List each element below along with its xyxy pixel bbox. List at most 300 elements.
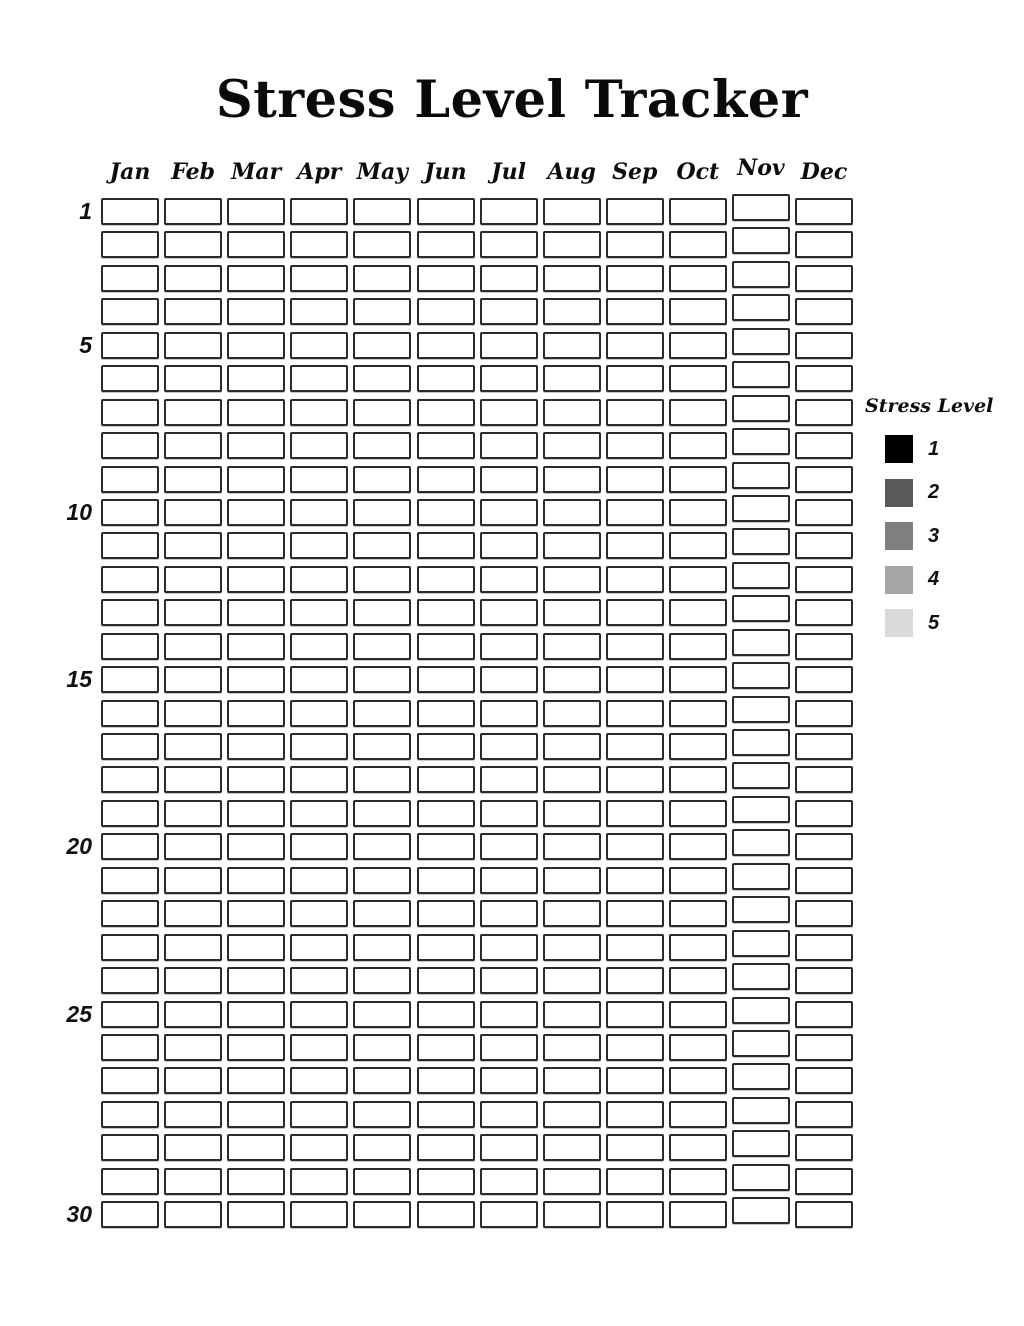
cell-may-1[interactable] bbox=[353, 198, 411, 225]
cell-oct-16[interactable] bbox=[669, 700, 727, 727]
cell-mar-15[interactable] bbox=[227, 666, 285, 693]
cell-feb-31[interactable] bbox=[164, 1201, 222, 1228]
cell-may-26[interactable] bbox=[353, 1034, 411, 1061]
cell-nov-26[interactable] bbox=[732, 1030, 790, 1057]
cell-apr-15[interactable] bbox=[290, 666, 348, 693]
cell-feb-6[interactable] bbox=[164, 365, 222, 392]
cell-nov-16[interactable] bbox=[732, 696, 790, 723]
cell-dec-31[interactable] bbox=[795, 1201, 853, 1228]
cell-apr-12[interactable] bbox=[290, 566, 348, 593]
cell-oct-12[interactable] bbox=[669, 566, 727, 593]
cell-mar-6[interactable] bbox=[227, 365, 285, 392]
cell-aug-1[interactable] bbox=[543, 198, 601, 225]
cell-oct-20[interactable] bbox=[669, 833, 727, 860]
cell-apr-25[interactable] bbox=[290, 1001, 348, 1028]
cell-aug-4[interactable] bbox=[543, 298, 601, 325]
cell-jul-23[interactable] bbox=[480, 934, 538, 961]
cell-nov-22[interactable] bbox=[732, 896, 790, 923]
cell-may-17[interactable] bbox=[353, 733, 411, 760]
cell-oct-15[interactable] bbox=[669, 666, 727, 693]
cell-nov-31[interactable] bbox=[732, 1197, 790, 1224]
cell-sep-23[interactable] bbox=[606, 934, 664, 961]
cell-nov-17[interactable] bbox=[732, 729, 790, 756]
cell-jul-25[interactable] bbox=[480, 1001, 538, 1028]
cell-apr-16[interactable] bbox=[290, 700, 348, 727]
cell-oct-4[interactable] bbox=[669, 298, 727, 325]
cell-aug-9[interactable] bbox=[543, 466, 601, 493]
cell-oct-6[interactable] bbox=[669, 365, 727, 392]
cell-jan-26[interactable] bbox=[101, 1034, 159, 1061]
cell-mar-31[interactable] bbox=[227, 1201, 285, 1228]
cell-may-25[interactable] bbox=[353, 1001, 411, 1028]
cell-jun-2[interactable] bbox=[417, 231, 475, 258]
cell-feb-20[interactable] bbox=[164, 833, 222, 860]
cell-dec-18[interactable] bbox=[795, 766, 853, 793]
cell-apr-4[interactable] bbox=[290, 298, 348, 325]
cell-apr-21[interactable] bbox=[290, 867, 348, 894]
cell-sep-24[interactable] bbox=[606, 967, 664, 994]
cell-may-14[interactable] bbox=[353, 633, 411, 660]
cell-dec-21[interactable] bbox=[795, 867, 853, 894]
cell-sep-12[interactable] bbox=[606, 566, 664, 593]
cell-may-29[interactable] bbox=[353, 1134, 411, 1161]
cell-jan-9[interactable] bbox=[101, 466, 159, 493]
cell-oct-30[interactable] bbox=[669, 1168, 727, 1195]
cell-mar-28[interactable] bbox=[227, 1101, 285, 1128]
cell-oct-13[interactable] bbox=[669, 599, 727, 626]
cell-apr-28[interactable] bbox=[290, 1101, 348, 1128]
cell-may-22[interactable] bbox=[353, 900, 411, 927]
cell-sep-8[interactable] bbox=[606, 432, 664, 459]
cell-jul-14[interactable] bbox=[480, 633, 538, 660]
cell-may-31[interactable] bbox=[353, 1201, 411, 1228]
cell-may-3[interactable] bbox=[353, 265, 411, 292]
cell-jul-28[interactable] bbox=[480, 1101, 538, 1128]
cell-jan-28[interactable] bbox=[101, 1101, 159, 1128]
cell-mar-11[interactable] bbox=[227, 532, 285, 559]
cell-sep-4[interactable] bbox=[606, 298, 664, 325]
cell-sep-20[interactable] bbox=[606, 833, 664, 860]
cell-mar-1[interactable] bbox=[227, 198, 285, 225]
cell-jan-15[interactable] bbox=[101, 666, 159, 693]
cell-jan-30[interactable] bbox=[101, 1168, 159, 1195]
cell-mar-3[interactable] bbox=[227, 265, 285, 292]
cell-oct-3[interactable] bbox=[669, 265, 727, 292]
cell-mar-19[interactable] bbox=[227, 800, 285, 827]
cell-jun-22[interactable] bbox=[417, 900, 475, 927]
cell-apr-3[interactable] bbox=[290, 265, 348, 292]
cell-feb-14[interactable] bbox=[164, 633, 222, 660]
cell-mar-22[interactable] bbox=[227, 900, 285, 927]
cell-oct-21[interactable] bbox=[669, 867, 727, 894]
cell-jan-29[interactable] bbox=[101, 1134, 159, 1161]
cell-oct-17[interactable] bbox=[669, 733, 727, 760]
cell-jun-31[interactable] bbox=[417, 1201, 475, 1228]
cell-jan-10[interactable] bbox=[101, 499, 159, 526]
cell-jan-22[interactable] bbox=[101, 900, 159, 927]
cell-nov-12[interactable] bbox=[732, 562, 790, 589]
cell-feb-27[interactable] bbox=[164, 1067, 222, 1094]
cell-mar-23[interactable] bbox=[227, 934, 285, 961]
cell-apr-31[interactable] bbox=[290, 1201, 348, 1228]
cell-aug-7[interactable] bbox=[543, 399, 601, 426]
cell-aug-20[interactable] bbox=[543, 833, 601, 860]
cell-feb-1[interactable] bbox=[164, 198, 222, 225]
cell-nov-14[interactable] bbox=[732, 629, 790, 656]
cell-jun-10[interactable] bbox=[417, 499, 475, 526]
cell-mar-13[interactable] bbox=[227, 599, 285, 626]
cell-feb-23[interactable] bbox=[164, 934, 222, 961]
cell-feb-13[interactable] bbox=[164, 599, 222, 626]
cell-nov-5[interactable] bbox=[732, 328, 790, 355]
cell-feb-29[interactable] bbox=[164, 1134, 222, 1161]
cell-jul-12[interactable] bbox=[480, 566, 538, 593]
cell-jan-17[interactable] bbox=[101, 733, 159, 760]
cell-jan-16[interactable] bbox=[101, 700, 159, 727]
cell-sep-5[interactable] bbox=[606, 332, 664, 359]
cell-dec-28[interactable] bbox=[795, 1101, 853, 1128]
cell-aug-24[interactable] bbox=[543, 967, 601, 994]
cell-mar-2[interactable] bbox=[227, 231, 285, 258]
cell-jul-5[interactable] bbox=[480, 332, 538, 359]
cell-mar-16[interactable] bbox=[227, 700, 285, 727]
cell-sep-17[interactable] bbox=[606, 733, 664, 760]
cell-jul-22[interactable] bbox=[480, 900, 538, 927]
cell-jun-7[interactable] bbox=[417, 399, 475, 426]
cell-jun-15[interactable] bbox=[417, 666, 475, 693]
cell-aug-11[interactable] bbox=[543, 532, 601, 559]
cell-may-5[interactable] bbox=[353, 332, 411, 359]
cell-jan-14[interactable] bbox=[101, 633, 159, 660]
cell-nov-20[interactable] bbox=[732, 829, 790, 856]
cell-may-21[interactable] bbox=[353, 867, 411, 894]
cell-may-30[interactable] bbox=[353, 1168, 411, 1195]
cell-jun-17[interactable] bbox=[417, 733, 475, 760]
cell-sep-22[interactable] bbox=[606, 900, 664, 927]
cell-jun-13[interactable] bbox=[417, 599, 475, 626]
cell-jan-31[interactable] bbox=[101, 1201, 159, 1228]
cell-aug-30[interactable] bbox=[543, 1168, 601, 1195]
cell-aug-22[interactable] bbox=[543, 900, 601, 927]
cell-dec-19[interactable] bbox=[795, 800, 853, 827]
cell-oct-5[interactable] bbox=[669, 332, 727, 359]
cell-oct-2[interactable] bbox=[669, 231, 727, 258]
cell-jun-4[interactable] bbox=[417, 298, 475, 325]
cell-apr-10[interactable] bbox=[290, 499, 348, 526]
cell-aug-18[interactable] bbox=[543, 766, 601, 793]
cell-sep-14[interactable] bbox=[606, 633, 664, 660]
cell-feb-22[interactable] bbox=[164, 900, 222, 927]
cell-dec-17[interactable] bbox=[795, 733, 853, 760]
cell-nov-11[interactable] bbox=[732, 528, 790, 555]
cell-may-18[interactable] bbox=[353, 766, 411, 793]
cell-oct-11[interactable] bbox=[669, 532, 727, 559]
cell-apr-23[interactable] bbox=[290, 934, 348, 961]
cell-jun-21[interactable] bbox=[417, 867, 475, 894]
cell-jun-18[interactable] bbox=[417, 766, 475, 793]
cell-jul-29[interactable] bbox=[480, 1134, 538, 1161]
cell-jun-19[interactable] bbox=[417, 800, 475, 827]
cell-apr-30[interactable] bbox=[290, 1168, 348, 1195]
cell-dec-2[interactable] bbox=[795, 231, 853, 258]
cell-nov-6[interactable] bbox=[732, 361, 790, 388]
cell-nov-28[interactable] bbox=[732, 1097, 790, 1124]
cell-jul-10[interactable] bbox=[480, 499, 538, 526]
cell-aug-12[interactable] bbox=[543, 566, 601, 593]
cell-oct-7[interactable] bbox=[669, 399, 727, 426]
cell-nov-3[interactable] bbox=[732, 261, 790, 288]
cell-aug-23[interactable] bbox=[543, 934, 601, 961]
cell-aug-21[interactable] bbox=[543, 867, 601, 894]
cell-jul-15[interactable] bbox=[480, 666, 538, 693]
cell-mar-14[interactable] bbox=[227, 633, 285, 660]
cell-aug-14[interactable] bbox=[543, 633, 601, 660]
cell-aug-17[interactable] bbox=[543, 733, 601, 760]
cell-nov-25[interactable] bbox=[732, 997, 790, 1024]
cell-oct-19[interactable] bbox=[669, 800, 727, 827]
cell-may-9[interactable] bbox=[353, 466, 411, 493]
cell-jan-23[interactable] bbox=[101, 934, 159, 961]
cell-dec-24[interactable] bbox=[795, 967, 853, 994]
cell-jun-8[interactable] bbox=[417, 432, 475, 459]
cell-oct-14[interactable] bbox=[669, 633, 727, 660]
cell-sep-27[interactable] bbox=[606, 1067, 664, 1094]
cell-may-20[interactable] bbox=[353, 833, 411, 860]
cell-jul-3[interactable] bbox=[480, 265, 538, 292]
cell-feb-19[interactable] bbox=[164, 800, 222, 827]
cell-oct-22[interactable] bbox=[669, 900, 727, 927]
cell-dec-23[interactable] bbox=[795, 934, 853, 961]
cell-mar-24[interactable] bbox=[227, 967, 285, 994]
cell-mar-29[interactable] bbox=[227, 1134, 285, 1161]
cell-apr-29[interactable] bbox=[290, 1134, 348, 1161]
cell-jul-27[interactable] bbox=[480, 1067, 538, 1094]
cell-oct-27[interactable] bbox=[669, 1067, 727, 1094]
cell-may-27[interactable] bbox=[353, 1067, 411, 1094]
cell-oct-26[interactable] bbox=[669, 1034, 727, 1061]
cell-apr-8[interactable] bbox=[290, 432, 348, 459]
cell-sep-7[interactable] bbox=[606, 399, 664, 426]
cell-jun-24[interactable] bbox=[417, 967, 475, 994]
cell-mar-17[interactable] bbox=[227, 733, 285, 760]
cell-jun-5[interactable] bbox=[417, 332, 475, 359]
cell-sep-29[interactable] bbox=[606, 1134, 664, 1161]
cell-oct-31[interactable] bbox=[669, 1201, 727, 1228]
cell-oct-23[interactable] bbox=[669, 934, 727, 961]
cell-sep-13[interactable] bbox=[606, 599, 664, 626]
cell-dec-6[interactable] bbox=[795, 365, 853, 392]
cell-jan-13[interactable] bbox=[101, 599, 159, 626]
cell-jan-11[interactable] bbox=[101, 532, 159, 559]
cell-dec-5[interactable] bbox=[795, 332, 853, 359]
cell-mar-8[interactable] bbox=[227, 432, 285, 459]
cell-feb-17[interactable] bbox=[164, 733, 222, 760]
cell-feb-15[interactable] bbox=[164, 666, 222, 693]
cell-jun-20[interactable] bbox=[417, 833, 475, 860]
cell-jun-1[interactable] bbox=[417, 198, 475, 225]
cell-oct-28[interactable] bbox=[669, 1101, 727, 1128]
cell-aug-16[interactable] bbox=[543, 700, 601, 727]
cell-apr-27[interactable] bbox=[290, 1067, 348, 1094]
cell-aug-31[interactable] bbox=[543, 1201, 601, 1228]
cell-feb-16[interactable] bbox=[164, 700, 222, 727]
cell-jul-11[interactable] bbox=[480, 532, 538, 559]
cell-feb-3[interactable] bbox=[164, 265, 222, 292]
cell-nov-23[interactable] bbox=[732, 930, 790, 957]
cell-mar-9[interactable] bbox=[227, 466, 285, 493]
cell-feb-8[interactable] bbox=[164, 432, 222, 459]
cell-apr-9[interactable] bbox=[290, 466, 348, 493]
cell-feb-18[interactable] bbox=[164, 766, 222, 793]
cell-may-13[interactable] bbox=[353, 599, 411, 626]
cell-aug-15[interactable] bbox=[543, 666, 601, 693]
cell-aug-2[interactable] bbox=[543, 231, 601, 258]
cell-dec-30[interactable] bbox=[795, 1168, 853, 1195]
cell-mar-21[interactable] bbox=[227, 867, 285, 894]
cell-dec-20[interactable] bbox=[795, 833, 853, 860]
cell-aug-19[interactable] bbox=[543, 800, 601, 827]
cell-jun-29[interactable] bbox=[417, 1134, 475, 1161]
cell-apr-20[interactable] bbox=[290, 833, 348, 860]
cell-mar-4[interactable] bbox=[227, 298, 285, 325]
cell-jan-8[interactable] bbox=[101, 432, 159, 459]
cell-jan-4[interactable] bbox=[101, 298, 159, 325]
cell-jul-24[interactable] bbox=[480, 967, 538, 994]
cell-apr-14[interactable] bbox=[290, 633, 348, 660]
cell-jan-25[interactable] bbox=[101, 1001, 159, 1028]
cell-dec-9[interactable] bbox=[795, 466, 853, 493]
cell-jul-18[interactable] bbox=[480, 766, 538, 793]
cell-feb-30[interactable] bbox=[164, 1168, 222, 1195]
cell-nov-10[interactable] bbox=[732, 495, 790, 522]
cell-jun-9[interactable] bbox=[417, 466, 475, 493]
cell-jul-1[interactable] bbox=[480, 198, 538, 225]
cell-apr-18[interactable] bbox=[290, 766, 348, 793]
cell-jul-2[interactable] bbox=[480, 231, 538, 258]
cell-jan-7[interactable] bbox=[101, 399, 159, 426]
cell-nov-15[interactable] bbox=[732, 662, 790, 689]
cell-feb-2[interactable] bbox=[164, 231, 222, 258]
cell-nov-27[interactable] bbox=[732, 1063, 790, 1090]
cell-nov-13[interactable] bbox=[732, 595, 790, 622]
cell-dec-8[interactable] bbox=[795, 432, 853, 459]
cell-apr-13[interactable] bbox=[290, 599, 348, 626]
cell-apr-5[interactable] bbox=[290, 332, 348, 359]
cell-sep-26[interactable] bbox=[606, 1034, 664, 1061]
cell-aug-5[interactable] bbox=[543, 332, 601, 359]
cell-aug-29[interactable] bbox=[543, 1134, 601, 1161]
cell-jun-26[interactable] bbox=[417, 1034, 475, 1061]
cell-jun-6[interactable] bbox=[417, 365, 475, 392]
cell-jul-17[interactable] bbox=[480, 733, 538, 760]
cell-jul-26[interactable] bbox=[480, 1034, 538, 1061]
cell-mar-12[interactable] bbox=[227, 566, 285, 593]
cell-may-7[interactable] bbox=[353, 399, 411, 426]
cell-jan-2[interactable] bbox=[101, 231, 159, 258]
cell-mar-25[interactable] bbox=[227, 1001, 285, 1028]
cell-sep-1[interactable] bbox=[606, 198, 664, 225]
cell-apr-11[interactable] bbox=[290, 532, 348, 559]
cell-mar-20[interactable] bbox=[227, 833, 285, 860]
cell-may-15[interactable] bbox=[353, 666, 411, 693]
cell-may-11[interactable] bbox=[353, 532, 411, 559]
cell-aug-26[interactable] bbox=[543, 1034, 601, 1061]
cell-may-24[interactable] bbox=[353, 967, 411, 994]
cell-oct-1[interactable] bbox=[669, 198, 727, 225]
cell-feb-10[interactable] bbox=[164, 499, 222, 526]
cell-jan-1[interactable] bbox=[101, 198, 159, 225]
cell-jun-16[interactable] bbox=[417, 700, 475, 727]
cell-sep-2[interactable] bbox=[606, 231, 664, 258]
cell-may-6[interactable] bbox=[353, 365, 411, 392]
cell-nov-19[interactable] bbox=[732, 796, 790, 823]
cell-jul-4[interactable] bbox=[480, 298, 538, 325]
cell-jul-16[interactable] bbox=[480, 700, 538, 727]
cell-nov-24[interactable] bbox=[732, 963, 790, 990]
cell-jan-12[interactable] bbox=[101, 566, 159, 593]
cell-jul-7[interactable] bbox=[480, 399, 538, 426]
cell-jun-11[interactable] bbox=[417, 532, 475, 559]
cell-feb-24[interactable] bbox=[164, 967, 222, 994]
cell-oct-25[interactable] bbox=[669, 1001, 727, 1028]
cell-aug-10[interactable] bbox=[543, 499, 601, 526]
cell-sep-15[interactable] bbox=[606, 666, 664, 693]
cell-sep-21[interactable] bbox=[606, 867, 664, 894]
cell-apr-1[interactable] bbox=[290, 198, 348, 225]
cell-jan-24[interactable] bbox=[101, 967, 159, 994]
cell-jul-6[interactable] bbox=[480, 365, 538, 392]
cell-may-12[interactable] bbox=[353, 566, 411, 593]
cell-oct-9[interactable] bbox=[669, 466, 727, 493]
cell-may-10[interactable] bbox=[353, 499, 411, 526]
cell-apr-2[interactable] bbox=[290, 231, 348, 258]
cell-dec-3[interactable] bbox=[795, 265, 853, 292]
cell-oct-8[interactable] bbox=[669, 432, 727, 459]
cell-jun-25[interactable] bbox=[417, 1001, 475, 1028]
cell-sep-30[interactable] bbox=[606, 1168, 664, 1195]
cell-sep-25[interactable] bbox=[606, 1001, 664, 1028]
cell-dec-1[interactable] bbox=[795, 198, 853, 225]
cell-nov-2[interactable] bbox=[732, 227, 790, 254]
cell-dec-11[interactable] bbox=[795, 532, 853, 559]
cell-dec-4[interactable] bbox=[795, 298, 853, 325]
cell-apr-19[interactable] bbox=[290, 800, 348, 827]
cell-jan-18[interactable] bbox=[101, 766, 159, 793]
cell-feb-28[interactable] bbox=[164, 1101, 222, 1128]
cell-aug-25[interactable] bbox=[543, 1001, 601, 1028]
cell-dec-26[interactable] bbox=[795, 1034, 853, 1061]
cell-jul-13[interactable] bbox=[480, 599, 538, 626]
cell-apr-24[interactable] bbox=[290, 967, 348, 994]
cell-jan-19[interactable] bbox=[101, 800, 159, 827]
cell-nov-4[interactable] bbox=[732, 294, 790, 321]
cell-dec-27[interactable] bbox=[795, 1067, 853, 1094]
cell-apr-17[interactable] bbox=[290, 733, 348, 760]
cell-sep-9[interactable] bbox=[606, 466, 664, 493]
cell-dec-13[interactable] bbox=[795, 599, 853, 626]
cell-dec-15[interactable] bbox=[795, 666, 853, 693]
cell-jul-9[interactable] bbox=[480, 466, 538, 493]
cell-may-23[interactable] bbox=[353, 934, 411, 961]
cell-sep-28[interactable] bbox=[606, 1101, 664, 1128]
cell-jan-21[interactable] bbox=[101, 867, 159, 894]
cell-jun-28[interactable] bbox=[417, 1101, 475, 1128]
cell-may-16[interactable] bbox=[353, 700, 411, 727]
cell-jul-8[interactable] bbox=[480, 432, 538, 459]
cell-mar-30[interactable] bbox=[227, 1168, 285, 1195]
cell-sep-6[interactable] bbox=[606, 365, 664, 392]
cell-sep-3[interactable] bbox=[606, 265, 664, 292]
